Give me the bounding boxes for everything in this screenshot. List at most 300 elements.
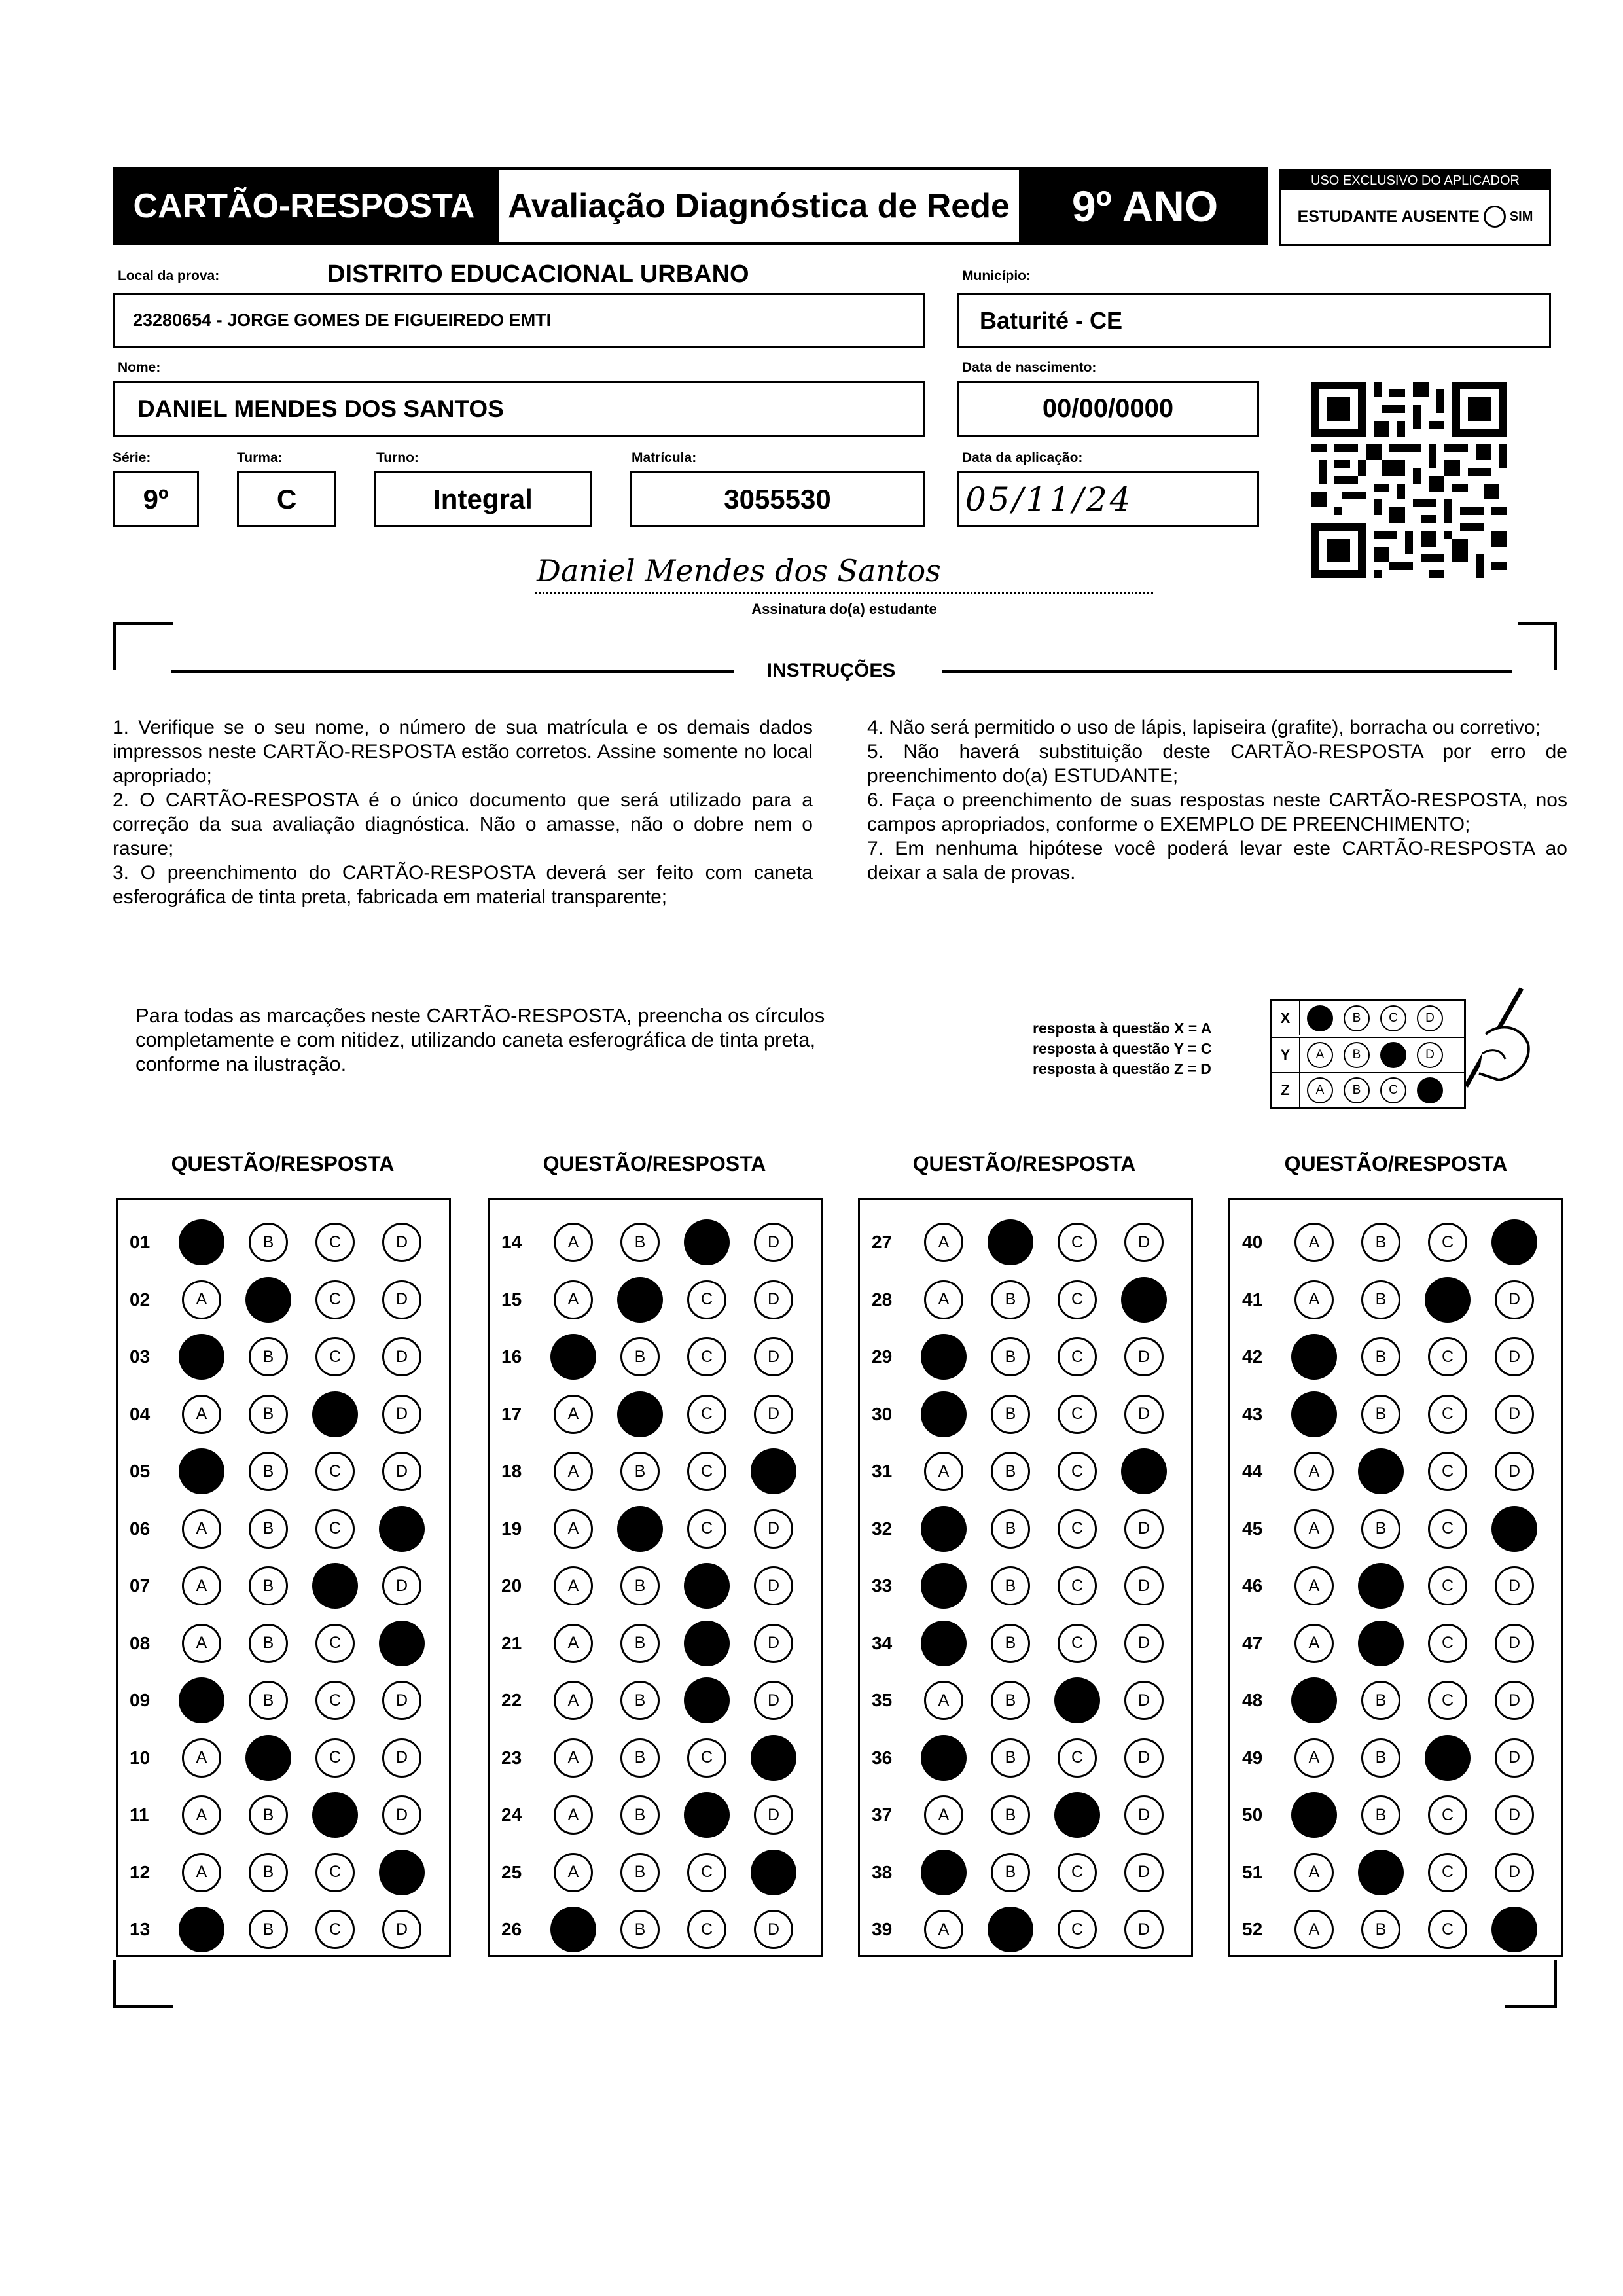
answer-bubble-c[interactable]: C [1058, 1566, 1097, 1605]
answer-bubble-b[interactable]: B [1361, 1337, 1400, 1376]
answer-bubble-b[interactable]: B [249, 1395, 288, 1434]
question-number: 31 [872, 1461, 893, 1481]
answer-bubble-a[interactable] [921, 1850, 967, 1895]
answer-bubble-c[interactable] [312, 1792, 358, 1838]
answer-bubble-b[interactable]: B [991, 1566, 1030, 1605]
answer-bubble-c[interactable]: C [1428, 1337, 1467, 1376]
answer-bubble-b[interactable]: B [249, 1795, 288, 1835]
answer-bubble-c[interactable]: C [1058, 1509, 1097, 1549]
answer-bubble-a[interactable]: A [554, 1624, 593, 1663]
answer-bubble-c[interactable]: C [687, 1738, 726, 1778]
answer-bubble-b[interactable]: B [620, 1566, 660, 1605]
question-number: 28 [872, 1289, 893, 1310]
answer-bubble-c[interactable]: C [687, 1280, 726, 1319]
answer-bubble-c[interactable]: C [315, 1452, 355, 1491]
answer-bubble-b[interactable] [245, 1735, 291, 1781]
answer-bubble-b[interactable]: B [249, 1509, 288, 1549]
example-row-label: Z [1272, 1073, 1300, 1107]
question-number: 03 [130, 1346, 151, 1367]
answer-bubble-b[interactable]: B [991, 1452, 1030, 1491]
answer-row-42 [1230, 1337, 1561, 1376]
answer-bubble-a[interactable]: A [1294, 1280, 1334, 1319]
example-bubble-d: D [1417, 1042, 1443, 1068]
answer-column-4 [1228, 1198, 1563, 1957]
answer-bubble-a[interactable] [550, 1334, 596, 1380]
serie-value: 9º [143, 483, 169, 514]
answer-bubble-c[interactable]: C [687, 1509, 726, 1549]
example-bubble-d: D [1417, 1005, 1443, 1031]
answer-bubble-a[interactable] [1291, 1792, 1337, 1838]
answer-bubble-c[interactable]: C [315, 1853, 355, 1892]
answer-bubble-d[interactable]: D [754, 1509, 793, 1549]
matricula-value: 3055530 [724, 483, 831, 514]
answer-bubble-c[interactable]: C [1428, 1681, 1467, 1720]
answer-bubble-c[interactable]: C [315, 1280, 355, 1319]
answer-bubble-d[interactable] [1121, 1277, 1167, 1323]
answer-bubble-d[interactable]: D [1495, 1566, 1534, 1605]
answer-bubble-c[interactable]: C [315, 1738, 355, 1778]
answer-bubble-a[interactable]: A [182, 1280, 221, 1319]
answer-row-28 [860, 1280, 1191, 1319]
answer-bubble-c[interactable]: C [687, 1337, 726, 1376]
answer-row-02 [118, 1280, 449, 1319]
answer-bubble-a[interactable]: A [554, 1452, 593, 1491]
answer-bubble-b[interactable] [617, 1506, 663, 1552]
question-number: 29 [872, 1346, 893, 1367]
instruction-2: 2. O CARTÃO-RESPOSTA é o único documento que será utilizado para a correção da sua avaliação diagnóstica. Não o amasse, não o dobre nem o rasure; [113, 789, 813, 859]
signature-line [535, 592, 1153, 594]
answer-bubble-a[interactable] [921, 1391, 967, 1437]
answer-bubble-d[interactable]: D [1124, 1223, 1164, 1262]
answer-row-18 [490, 1452, 821, 1491]
answer-bubble-b[interactable] [988, 1907, 1033, 1952]
answer-bubble-c[interactable]: C [1058, 1452, 1097, 1491]
answer-bubble-c[interactable]: C [687, 1853, 726, 1892]
answer-bubble-c[interactable]: C [315, 1223, 355, 1262]
answer-bubble-c[interactable]: C [315, 1910, 355, 1949]
answer-bubble-d[interactable]: D [754, 1395, 793, 1434]
answer-bubble-b[interactable]: B [991, 1795, 1030, 1835]
answer-bubble-b[interactable] [617, 1391, 663, 1437]
answer-row-25 [490, 1853, 821, 1892]
answer-bubble-b[interactable]: B [620, 1337, 660, 1376]
question-number: 37 [872, 1804, 893, 1825]
answer-bubble-a[interactable]: A [1294, 1910, 1334, 1949]
answer-bubble-a[interactable]: A [924, 1795, 963, 1835]
answer-bubble-b[interactable]: B [620, 1624, 660, 1663]
answer-bubble-a[interactable] [179, 1219, 224, 1265]
example-bubble-b: B [1344, 1077, 1370, 1103]
question-number: 45 [1242, 1518, 1263, 1539]
answers-title-3: QUESTÃO/RESPOSTA [912, 1152, 1136, 1175]
answer-bubble-c[interactable]: C [1428, 1624, 1467, 1663]
answer-bubble-a[interactable] [179, 1334, 224, 1380]
answer-bubble-b[interactable]: B [991, 1280, 1030, 1319]
question-number: 02 [130, 1289, 151, 1310]
answer-bubble-d[interactable]: D [754, 1795, 793, 1835]
answer-bubble-c[interactable] [684, 1219, 730, 1265]
answer-bubble-c[interactable] [684, 1563, 730, 1609]
answer-bubble-a[interactable]: A [1294, 1566, 1334, 1605]
school-field [113, 293, 925, 348]
answer-bubble-d[interactable]: D [1124, 1910, 1164, 1949]
answer-bubble-a[interactable] [179, 1448, 224, 1494]
answer-bubble-b[interactable]: B [1361, 1280, 1400, 1319]
answer-row-40 [1230, 1223, 1561, 1262]
question-number: 07 [130, 1575, 151, 1596]
answer-bubble-a[interactable]: A [554, 1509, 593, 1549]
answer-bubble-d[interactable] [379, 1506, 425, 1552]
answer-bubble-b[interactable]: B [249, 1452, 288, 1491]
answer-bubble-d[interactable] [1121, 1448, 1167, 1494]
answer-bubble-c[interactable] [312, 1563, 358, 1609]
matricula-field [630, 471, 925, 527]
answer-bubble-a[interactable]: A [182, 1853, 221, 1892]
question-number: 39 [872, 1919, 893, 1939]
answer-row-46 [1230, 1566, 1561, 1605]
answer-bubble-b[interactable]: B [991, 1681, 1030, 1720]
question-number: 30 [872, 1403, 893, 1424]
answer-bubble-a[interactable]: A [924, 1280, 963, 1319]
answer-bubble-d[interactable] [751, 1735, 796, 1781]
answer-bubble-b[interactable]: B [1361, 1738, 1400, 1778]
answer-bubble-a[interactable]: A [182, 1624, 221, 1663]
answer-bubble-d[interactable]: D [1495, 1738, 1534, 1778]
answer-bubble-d[interactable]: D [382, 1910, 421, 1949]
answer-bubble-b[interactable]: B [620, 1795, 660, 1835]
answer-bubble-d[interactable]: D [1124, 1681, 1164, 1720]
aplicacao-field[interactable] [957, 471, 1259, 527]
answer-bubble-d[interactable] [1491, 1907, 1537, 1952]
question-number: 08 [130, 1632, 151, 1653]
example-row-label: X [1272, 1001, 1300, 1035]
question-number: 40 [1242, 1232, 1263, 1252]
example-row [1272, 1001, 1464, 1037]
answer-row-06 [118, 1509, 449, 1549]
answer-bubble-b[interactable]: B [620, 1223, 660, 1262]
answer-bubble-b[interactable]: B [620, 1910, 660, 1949]
answer-bubble-a[interactable] [179, 1907, 224, 1952]
corner-bottom-right [1505, 1960, 1557, 2008]
answer-bubble-c[interactable]: C [315, 1509, 355, 1549]
answer-bubble-d[interactable]: D [1495, 1280, 1534, 1319]
answer-bubble-d[interactable] [1491, 1506, 1537, 1552]
answer-bubble-b[interactable] [245, 1277, 291, 1323]
answer-row-21 [490, 1624, 821, 1663]
matricula-label: Matrícula: [632, 450, 697, 465]
district-name: DISTRITO EDUCACIONAL URBANO [327, 260, 749, 288]
answer-bubble-d[interactable]: D [382, 1223, 421, 1262]
answer-bubble-a[interactable]: A [182, 1738, 221, 1778]
answer-bubble-a[interactable]: A [182, 1509, 221, 1549]
answer-bubble-a[interactable] [1291, 1391, 1337, 1437]
answer-bubble-c[interactable]: C [1058, 1624, 1097, 1663]
answer-bubble-b[interactable]: B [620, 1681, 660, 1720]
answer-bubble-b[interactable]: B [991, 1738, 1030, 1778]
corner-top-right [1518, 622, 1557, 670]
answer-bubble-a[interactable]: A [1294, 1624, 1334, 1663]
answer-bubble-d[interactable]: D [754, 1681, 793, 1720]
answer-bubble-d[interactable] [379, 1621, 425, 1666]
question-number: 21 [501, 1632, 522, 1653]
nasc-field [957, 381, 1259, 437]
answer-row-37 [860, 1795, 1191, 1835]
example-legend [1033, 1018, 1211, 1079]
answer-bubble-d[interactable] [1491, 1219, 1537, 1265]
answer-bubble-b[interactable]: B [991, 1395, 1030, 1434]
answer-bubble-a[interactable] [1291, 1677, 1337, 1723]
answer-bubble-c[interactable]: C [687, 1452, 726, 1491]
answer-bubble-c[interactable]: C [1428, 1795, 1467, 1835]
answer-bubble-b[interactable]: B [249, 1624, 288, 1663]
answer-row-29 [860, 1337, 1191, 1376]
answer-row-34 [860, 1624, 1191, 1663]
answer-bubble-b[interactable] [1358, 1850, 1404, 1895]
answer-bubble-b[interactable]: B [249, 1223, 288, 1262]
answer-bubble-c[interactable]: C [687, 1910, 726, 1949]
nome-label: Nome: [118, 360, 161, 375]
answer-bubble-b[interactable] [1358, 1563, 1404, 1609]
applicator-box [1279, 169, 1551, 246]
answer-bubble-d[interactable]: D [1124, 1337, 1164, 1376]
answer-bubble-c[interactable] [1425, 1735, 1471, 1781]
answer-bubble-a[interactable]: A [1294, 1452, 1334, 1491]
question-number: 17 [501, 1403, 522, 1424]
question-number: 52 [1242, 1919, 1263, 1939]
answer-row-41 [1230, 1280, 1561, 1319]
answer-bubble-d[interactable]: D [382, 1395, 421, 1434]
answer-bubble-d[interactable] [379, 1850, 425, 1895]
answer-bubble-d[interactable]: D [1124, 1795, 1164, 1835]
answer-bubble-c[interactable]: C [1058, 1280, 1097, 1319]
qr-code [1311, 382, 1507, 578]
answer-bubble-a[interactable]: A [554, 1738, 593, 1778]
answer-bubble-c[interactable]: C [1058, 1738, 1097, 1778]
answer-row-39 [860, 1910, 1191, 1949]
answer-bubble-b[interactable]: B [1361, 1795, 1400, 1835]
answer-bubble-d[interactable]: D [754, 1910, 793, 1949]
answer-bubble-a[interactable]: A [1294, 1509, 1334, 1549]
turma-value: C [276, 483, 297, 514]
answer-bubble-a[interactable] [179, 1677, 224, 1723]
answer-bubble-b[interactable]: B [1361, 1223, 1400, 1262]
answer-bubble-d[interactable]: D [382, 1337, 421, 1376]
answer-bubble-a[interactable]: A [1294, 1853, 1334, 1892]
answer-bubble-a[interactable]: A [554, 1395, 593, 1434]
answer-bubble-a[interactable] [921, 1735, 967, 1781]
answer-bubble-a[interactable]: A [554, 1853, 593, 1892]
answer-bubble-c[interactable]: C [315, 1624, 355, 1663]
answer-bubble-c[interactable]: C [1428, 1395, 1467, 1434]
answer-row-44 [1230, 1452, 1561, 1491]
answer-bubble-a[interactable]: A [182, 1795, 221, 1835]
answer-bubble-b[interactable]: B [249, 1910, 288, 1949]
answer-bubble-c[interactable]: C [1428, 1223, 1467, 1262]
answer-bubble-d[interactable] [751, 1448, 796, 1494]
answer-row-20 [490, 1566, 821, 1605]
answer-bubble-d[interactable]: D [1495, 1795, 1534, 1835]
answer-bubble-b[interactable]: B [1361, 1681, 1400, 1720]
example-bubble-c: C [1380, 1077, 1406, 1103]
answer-bubble-c[interactable]: C [687, 1395, 726, 1434]
answer-bubble-b[interactable]: B [991, 1337, 1030, 1376]
answer-bubble-b[interactable]: B [1361, 1910, 1400, 1949]
answer-bubble-b[interactable]: B [249, 1681, 288, 1720]
answer-bubble-c[interactable] [1054, 1677, 1100, 1723]
answer-bubble-b[interactable]: B [1361, 1395, 1400, 1434]
answer-bubble-d[interactable]: D [1495, 1337, 1534, 1376]
question-number: 25 [501, 1861, 522, 1882]
answer-bubble-c[interactable]: C [1428, 1509, 1467, 1549]
answer-bubble-c[interactable]: C [315, 1337, 355, 1376]
answer-bubble-b[interactable]: B [991, 1509, 1030, 1549]
answer-bubble-d[interactable]: D [1124, 1853, 1164, 1892]
serie-label: Série: [113, 450, 151, 465]
answer-bubble-c[interactable]: C [1058, 1910, 1097, 1949]
answer-bubble-a[interactable]: A [924, 1452, 963, 1491]
answer-row-11 [118, 1795, 449, 1835]
answer-bubble-c[interactable]: C [315, 1681, 355, 1720]
answers-title-4: QUESTÃO/RESPOSTA [1284, 1152, 1508, 1175]
question-number: 18 [501, 1461, 522, 1481]
answer-bubble-a[interactable]: A [554, 1566, 593, 1605]
answer-bubble-a[interactable] [921, 1563, 967, 1609]
answer-bubble-c[interactable] [1054, 1792, 1100, 1838]
answer-bubble-a[interactable]: A [554, 1681, 593, 1720]
nasc-value: 00/00/0000 [1042, 394, 1174, 423]
answer-bubble-d[interactable]: D [1124, 1566, 1164, 1605]
answer-bubble-d[interactable]: D [382, 1681, 421, 1720]
answer-bubble-a[interactable]: A [924, 1223, 963, 1262]
answer-bubble-a[interactable]: A [1294, 1223, 1334, 1262]
instruction-5: 5. Não haverá substituição deste CARTÃO-RESPOSTA por erro de preenchimento do(a) ESTUDANTE; [867, 741, 1567, 787]
answer-bubble-d[interactable]: D [754, 1566, 793, 1605]
answer-bubble-d[interactable]: D [1495, 1624, 1534, 1663]
answer-bubble-c[interactable]: C [1058, 1223, 1097, 1262]
answer-bubble-d[interactable]: D [754, 1337, 793, 1376]
question-number: 06 [130, 1518, 151, 1539]
question-number: 51 [1242, 1861, 1263, 1882]
answer-bubble-d[interactable]: D [1124, 1738, 1164, 1778]
question-number: 22 [501, 1690, 522, 1710]
answer-bubble-c[interactable] [684, 1621, 730, 1666]
answer-bubble-c[interactable]: C [1058, 1395, 1097, 1434]
answer-bubble-d[interactable]: D [1124, 1624, 1164, 1663]
answer-bubble-c[interactable]: C [1058, 1853, 1097, 1892]
answer-bubble-d[interactable]: D [1495, 1853, 1534, 1892]
answer-bubble-a[interactable] [921, 1334, 967, 1380]
answer-bubble-b[interactable]: B [620, 1452, 660, 1491]
answer-bubble-d[interactable]: D [1124, 1509, 1164, 1549]
marking-text: Para todas as marcações neste CARTÃO-RESPOSTA, preencha os círculos completamente e com nitidez, utilizando caneta esferográfica de tinta preta, conforme na ilustração. [135, 1004, 825, 1075]
answer-bubble-d[interactable] [751, 1850, 796, 1895]
absent-checkbox[interactable] [1484, 206, 1506, 228]
answer-bubble-d[interactable]: D [1124, 1395, 1164, 1434]
answer-bubble-d[interactable]: D [382, 1280, 421, 1319]
answer-bubble-c[interactable] [684, 1792, 730, 1838]
answer-bubble-d[interactable]: D [382, 1795, 421, 1835]
answer-bubble-c[interactable] [684, 1677, 730, 1723]
question-number: 10 [130, 1747, 151, 1768]
answer-bubble-a[interactable] [1291, 1334, 1337, 1380]
answer-row-01 [118, 1223, 449, 1262]
question-number: 34 [872, 1632, 893, 1653]
answer-bubble-d[interactable]: D [382, 1566, 421, 1605]
answer-row-49 [1230, 1738, 1561, 1778]
answer-bubble-c[interactable]: C [1428, 1566, 1467, 1605]
instructions-right [867, 715, 1567, 885]
answer-bubble-b[interactable]: B [620, 1738, 660, 1778]
answer-bubble-a[interactable] [921, 1506, 967, 1552]
answer-bubble-d[interactable]: D [754, 1280, 793, 1319]
answer-bubble-b[interactable] [617, 1277, 663, 1323]
answer-bubble-d[interactable]: D [382, 1452, 421, 1491]
answer-bubble-b[interactable]: B [991, 1853, 1030, 1892]
answer-bubble-d[interactable]: D [1495, 1681, 1534, 1720]
answer-bubble-b[interactable]: B [249, 1337, 288, 1376]
answer-bubble-a[interactable] [921, 1621, 967, 1666]
example-bubble-d [1417, 1077, 1443, 1103]
answer-bubble-a[interactable]: A [554, 1280, 593, 1319]
answer-bubble-a[interactable]: A [924, 1681, 963, 1720]
answer-bubble-d[interactable]: D [1495, 1395, 1534, 1434]
answer-bubble-b[interactable] [988, 1219, 1033, 1265]
question-number: 38 [872, 1861, 893, 1882]
answer-bubble-a[interactable]: A [924, 1910, 963, 1949]
answer-bubble-a[interactable]: A [554, 1795, 593, 1835]
answer-bubble-a[interactable] [550, 1907, 596, 1952]
answer-bubble-d[interactable]: D [382, 1738, 421, 1778]
answer-bubble-a[interactable]: A [554, 1223, 593, 1262]
answer-bubble-c[interactable]: C [1428, 1910, 1467, 1949]
answer-bubble-b[interactable]: B [249, 1566, 288, 1605]
answer-bubble-b[interactable]: B [991, 1624, 1030, 1663]
answer-row-05 [118, 1452, 449, 1491]
municipio-label: Município: [962, 268, 1031, 283]
answer-bubble-a[interactable]: A [1294, 1738, 1334, 1778]
answer-row-13 [118, 1910, 449, 1949]
answer-bubble-b[interactable] [1358, 1448, 1404, 1494]
answer-bubble-b[interactable]: B [1361, 1509, 1400, 1549]
municipio-value: Baturité - CE [980, 306, 1123, 334]
grade-label: 9º ANO [1022, 167, 1268, 245]
nasc-label: Data de nascimento: [962, 360, 1097, 375]
answer-row-30 [860, 1395, 1191, 1434]
answer-bubble-d[interactable]: D [1495, 1452, 1534, 1491]
aplicacao-label: Data da aplicação: [962, 450, 1083, 465]
answer-bubble-b[interactable]: B [249, 1853, 288, 1892]
answer-bubble-c[interactable] [1425, 1277, 1471, 1323]
answer-bubble-d[interactable]: D [754, 1624, 793, 1663]
answer-bubble-a[interactable]: A [182, 1566, 221, 1605]
answer-row-08 [118, 1624, 449, 1663]
answer-row-15 [490, 1280, 821, 1319]
answer-row-48 [1230, 1681, 1561, 1720]
answer-row-14 [490, 1223, 821, 1262]
question-number: 36 [872, 1747, 893, 1768]
answer-bubble-c[interactable]: C [1428, 1853, 1467, 1892]
answer-bubble-a[interactable]: A [182, 1395, 221, 1434]
answer-bubble-d[interactable]: D [754, 1223, 793, 1262]
answer-bubble-b[interactable]: B [620, 1853, 660, 1892]
answer-row-26 [490, 1910, 821, 1949]
answer-bubble-c[interactable]: C [1058, 1337, 1097, 1376]
turma-field [237, 471, 336, 527]
answer-bubble-c[interactable]: C [1428, 1452, 1467, 1491]
answer-bubble-b[interactable] [1358, 1621, 1404, 1666]
answer-bubble-c[interactable] [312, 1391, 358, 1437]
local-label: Local da prova: [118, 268, 220, 283]
